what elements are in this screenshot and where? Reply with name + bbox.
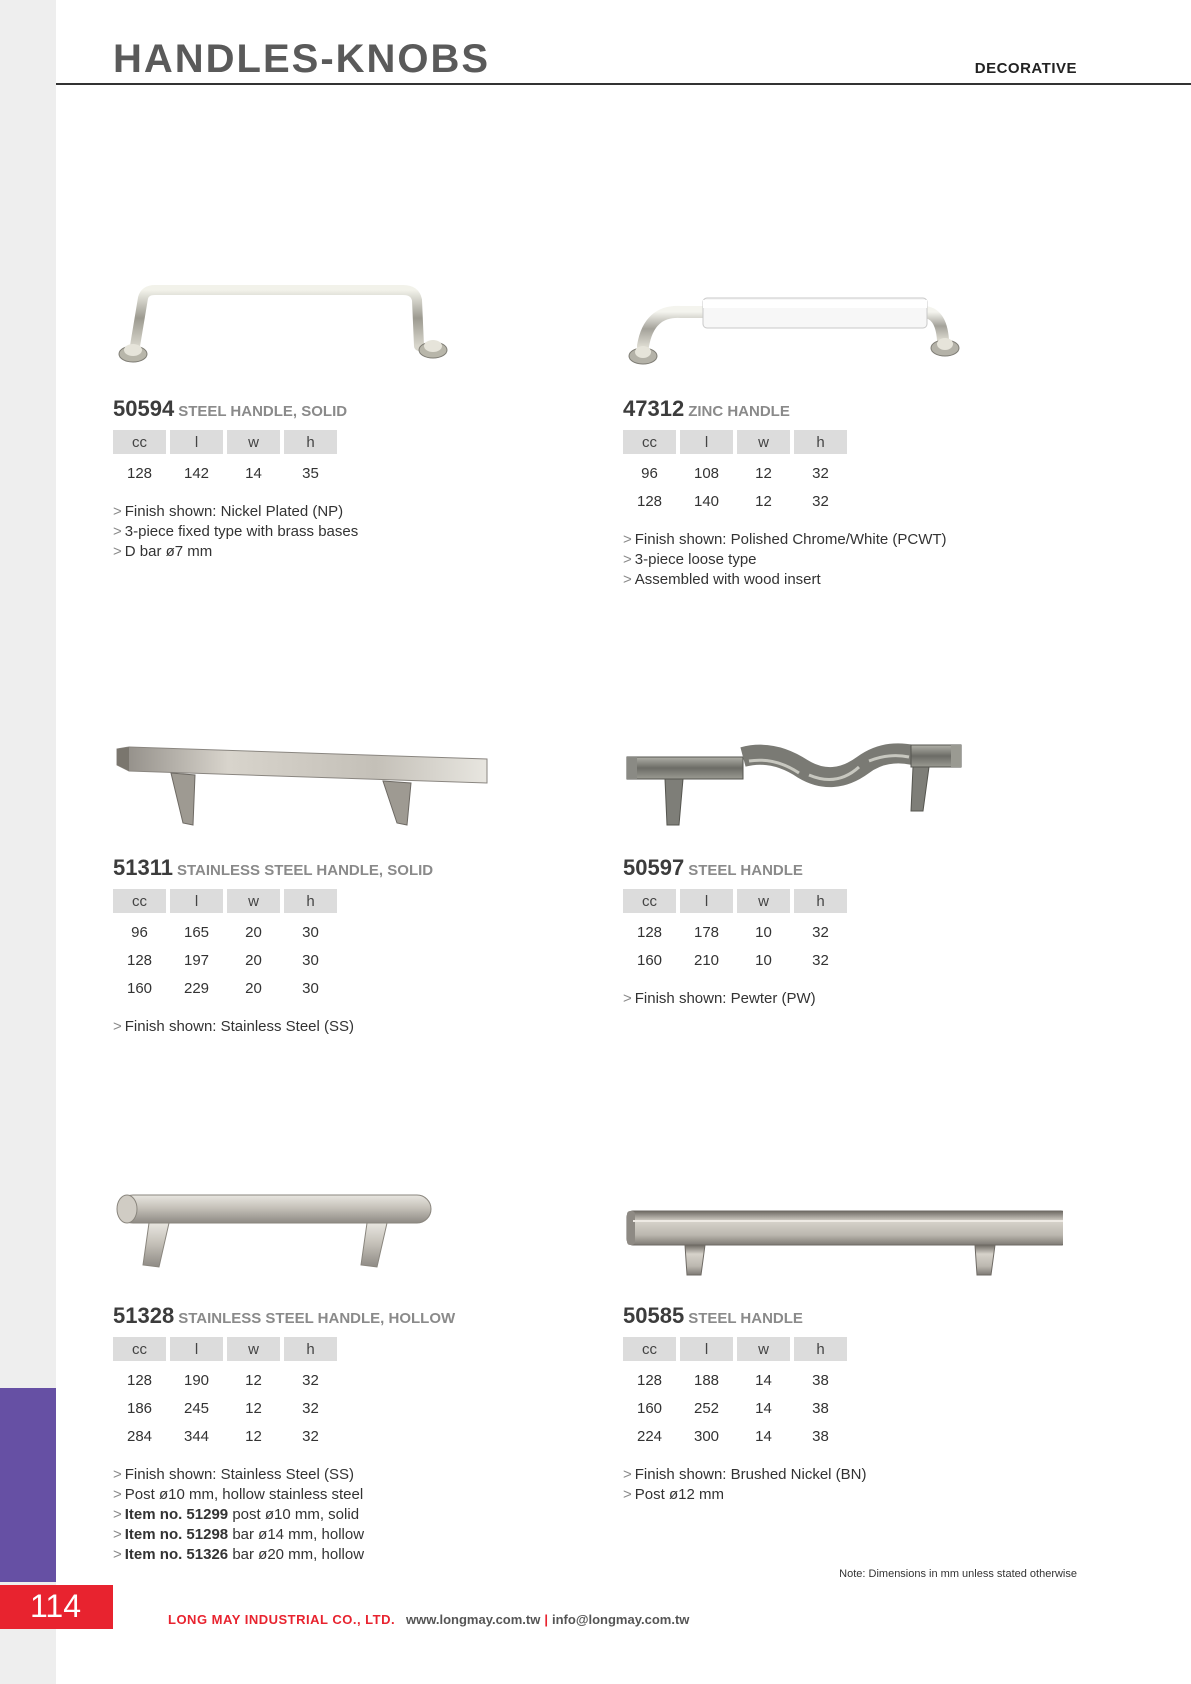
cell: 165 (183, 924, 210, 941)
table-row (113, 1361, 337, 1389)
product-title (113, 855, 593, 884)
product-51328 (113, 1183, 593, 1565)
cell: 245 (183, 1400, 210, 1417)
cell: 32 (302, 1400, 319, 1417)
cell: 224 (636, 1428, 663, 1445)
product-title (623, 1303, 1103, 1332)
table-row (623, 454, 847, 482)
col-l: l (680, 889, 733, 913)
separator: | (544, 1612, 548, 1627)
cell: 30 (302, 924, 319, 941)
product-name: STEEL HANDLE (688, 1310, 803, 1327)
product-notes (623, 989, 1103, 1009)
cell: 128 (636, 493, 663, 510)
website-link[interactable]: www.longmay.com.tw (406, 1612, 541, 1627)
cell: 128 (126, 465, 153, 482)
col-l: l (680, 1337, 733, 1361)
note: > Finish shown: Stainless Steel (SS) (113, 1018, 355, 1035)
cell: 20 (245, 924, 262, 941)
product-code: 50585 (623, 1303, 685, 1328)
dimension-table (109, 889, 341, 997)
product-50585 (623, 1183, 1103, 1505)
note: > Item no. 51298 bar ø14 mm, hollow (113, 1526, 365, 1543)
cell: 32 (812, 465, 829, 482)
table-row (623, 913, 847, 941)
page-title: HANDLES-KNOBS (113, 37, 491, 81)
product-name: STEEL HANDLE (688, 862, 803, 879)
product-name: STEEL HANDLE, SOLID (178, 403, 348, 420)
cell: 38 (812, 1428, 829, 1445)
product-50597 (623, 735, 1103, 1009)
product-code: 50594 (113, 396, 175, 421)
product-name: STAINLESS STEEL HANDLE, SOLID (176, 862, 434, 879)
product-code: 50597 (623, 855, 685, 880)
col-h: h (794, 889, 847, 913)
cell: 32 (812, 493, 829, 510)
cell: 128 (126, 1372, 153, 1389)
product-image (623, 735, 1043, 855)
note: > Finish shown: Nickel Plated (NP) (113, 503, 344, 520)
table-row (623, 482, 847, 510)
cell: 128 (636, 924, 663, 941)
col-l: l (170, 430, 223, 454)
cell: 128 (636, 1372, 663, 1389)
cell: 12 (245, 1400, 262, 1417)
note: > Post ø12 mm (623, 1486, 724, 1503)
note: > Finish shown: Pewter (PW) (623, 990, 816, 1007)
cell: 284 (126, 1428, 153, 1445)
col-cc: cc (113, 430, 166, 454)
cell: 14 (755, 1428, 772, 1445)
col-h: h (284, 1337, 337, 1361)
table-row (113, 941, 337, 969)
section-color-tab (0, 1388, 56, 1582)
cell: 12 (245, 1372, 262, 1389)
table-row (623, 1417, 847, 1445)
cell: 12 (755, 493, 772, 510)
col-w: w (737, 889, 790, 913)
product-code: 51328 (113, 1303, 175, 1328)
table-row (623, 1361, 847, 1389)
col-w: w (227, 1337, 280, 1361)
note: > Finish shown: Brushed Nickel (BN) (623, 1466, 867, 1483)
col-w: w (227, 889, 280, 913)
col-cc: cc (113, 1337, 166, 1361)
cell: 12 (245, 1428, 262, 1445)
cell: 252 (693, 1400, 720, 1417)
cell: 14 (245, 465, 262, 482)
cell: 96 (641, 465, 658, 482)
cell: 210 (693, 952, 720, 969)
cell: 12 (755, 465, 772, 482)
table-row (113, 1417, 337, 1445)
cell: 197 (183, 952, 210, 969)
product-name: STAINLESS STEEL HANDLE, HOLLOW (178, 1310, 456, 1327)
table-row (113, 454, 337, 482)
cell: 32 (302, 1372, 319, 1389)
product-image (113, 1183, 533, 1303)
note: > Post ø10 mm, hollow stainless steel (113, 1486, 364, 1503)
col-l: l (170, 1337, 223, 1361)
product-51311 (113, 735, 593, 1037)
product-title (113, 396, 593, 425)
cell: 344 (183, 1428, 210, 1445)
product-image (113, 735, 533, 855)
note: > D bar ø7 mm (113, 543, 213, 560)
cell: 160 (636, 952, 663, 969)
cell: 178 (693, 924, 720, 941)
dimensions-note: Note: Dimensions in mm unless stated otherwise (839, 1568, 1077, 1580)
cell: 190 (183, 1372, 210, 1389)
contact-line (406, 1612, 689, 1627)
note: > Finish shown: Stainless Steel (SS) (113, 1466, 355, 1483)
col-w: w (737, 1337, 790, 1361)
product-code: 47312 (623, 396, 685, 421)
product-47312 (623, 276, 1103, 590)
product-50594 (113, 276, 593, 562)
cell: 20 (245, 952, 262, 969)
product-code: 51311 (113, 855, 173, 880)
product-notes (623, 530, 1103, 590)
col-l: l (170, 889, 223, 913)
cell: 30 (302, 952, 319, 969)
product-title (113, 1303, 593, 1332)
cell: 108 (693, 465, 720, 482)
note: > 3-piece loose type (623, 551, 757, 568)
product-title (623, 855, 1103, 884)
cell: 30 (302, 980, 319, 997)
product-name: ZINC HANDLE (688, 403, 790, 420)
cell: 14 (755, 1400, 772, 1417)
cell: 140 (693, 493, 720, 510)
product-title (623, 396, 1103, 425)
note: > Item no. 51299 post ø10 mm, solid (113, 1506, 360, 1523)
cell: 38 (812, 1372, 829, 1389)
header-rule (56, 83, 1191, 85)
col-h: h (284, 430, 337, 454)
col-cc: cc (623, 1337, 676, 1361)
dimension-table (109, 430, 341, 482)
product-notes (113, 1017, 593, 1037)
table-row (623, 941, 847, 969)
cell: 160 (126, 980, 153, 997)
note: > Item no. 51326 bar ø20 mm, hollow (113, 1546, 365, 1563)
cell: 186 (126, 1400, 153, 1417)
col-w: w (227, 430, 280, 454)
product-notes (113, 502, 593, 562)
note: > 3-piece fixed type with brass bases (113, 523, 359, 540)
cell: 32 (812, 952, 829, 969)
cell: 188 (693, 1372, 720, 1389)
cell: 160 (636, 1400, 663, 1417)
note: > Finish shown: Polished Chrome/White (PCWT) (623, 531, 947, 548)
cell: 300 (693, 1428, 720, 1445)
cell: 10 (755, 924, 772, 941)
col-cc: cc (623, 430, 676, 454)
cell: 32 (812, 924, 829, 941)
cell: 128 (126, 952, 153, 969)
dimension-table (619, 1337, 851, 1445)
col-h: h (284, 889, 337, 913)
col-cc: cc (623, 889, 676, 913)
table-row (113, 969, 337, 997)
cell: 35 (302, 465, 319, 482)
company-name: LONG MAY INDUSTRIAL CO., LTD. (168, 1612, 396, 1627)
page-number: 114 (30, 1588, 82, 1624)
table-row (623, 1389, 847, 1417)
cell: 20 (245, 980, 262, 997)
dimension-table (619, 889, 851, 969)
product-notes (623, 1465, 1103, 1505)
col-cc: cc (113, 889, 166, 913)
cell: 32 (302, 1428, 319, 1445)
table-row (113, 913, 337, 941)
cell: 38 (812, 1400, 829, 1417)
note: > Assembled with wood insert (623, 571, 821, 588)
product-image (113, 276, 533, 396)
col-w: w (737, 430, 790, 454)
email-link[interactable]: info@longmay.com.tw (552, 1612, 690, 1627)
cell: 10 (755, 952, 772, 969)
cell: 229 (183, 980, 210, 997)
col-h: h (794, 1337, 847, 1361)
cell: 142 (183, 465, 210, 482)
cell: 96 (131, 924, 148, 941)
cell: 14 (755, 1372, 772, 1389)
dimension-table (109, 1337, 341, 1445)
dimension-table (619, 430, 851, 510)
col-l: l (680, 430, 733, 454)
table-row (113, 1389, 337, 1417)
product-image (623, 1183, 1043, 1303)
col-h: h (794, 430, 847, 454)
product-image (623, 276, 1043, 396)
category-label: DECORATIVE (974, 60, 1077, 77)
product-notes (113, 1465, 593, 1565)
